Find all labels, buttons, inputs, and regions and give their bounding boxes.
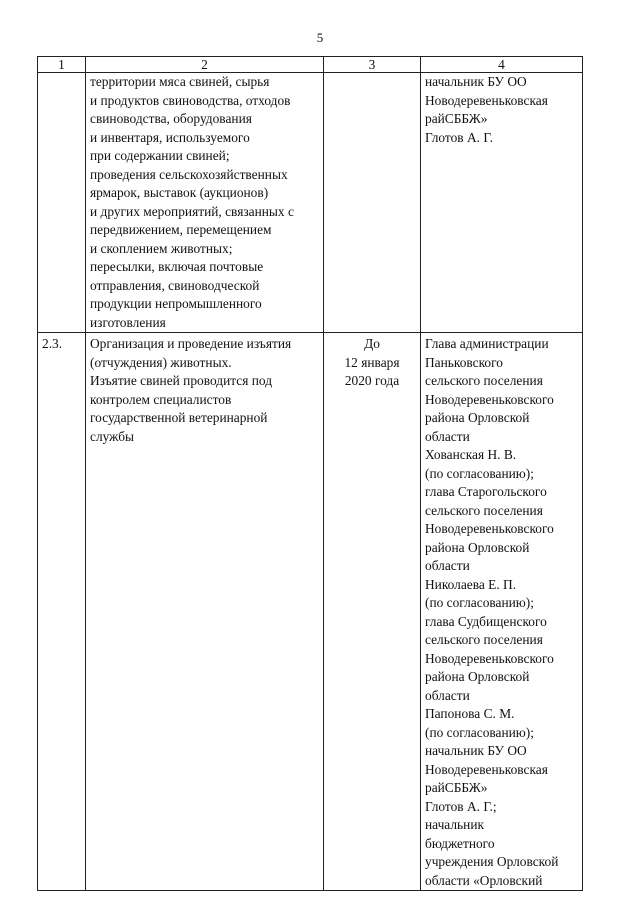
text-line: передвижением, перемещением: [90, 222, 272, 237]
text-line: проведения сельскохозяйственных: [90, 166, 288, 182]
text-line: Организация и проведение изъятия: [90, 336, 292, 351]
text-line: Глава администрации: [425, 336, 549, 351]
text-line: Новодеревеньковская: [425, 92, 548, 108]
text-line: ярмарок, выставок (аукционов): [90, 185, 269, 200]
text-line: службы: [90, 428, 135, 444]
text-line: (отчуждения) животных.: [90, 354, 232, 370]
text-line: района Орловской: [425, 410, 530, 425]
text-line: пересылки, включая почтовые: [90, 259, 264, 274]
text-line: области «Орловский: [425, 872, 543, 888]
deadline-cell: [324, 333, 421, 891]
text-line: района Орловской: [425, 669, 530, 684]
text-line: Новодеревеньковского: [425, 391, 554, 407]
action-cell: [86, 333, 324, 891]
header-row: [38, 57, 583, 73]
text-line: при содержании свиней;: [90, 148, 230, 163]
text-line: учреждения Орловской: [425, 854, 559, 869]
text-line: До: [364, 336, 380, 351]
table-row: [38, 333, 583, 891]
text-line: сельского поселения: [425, 502, 543, 518]
text-line: продукции непромышленного: [90, 296, 262, 311]
text-line: и продуктов свиноводства, отходов: [90, 92, 291, 108]
text-line: Изъятие свиней проводится под: [90, 373, 273, 388]
text-line: государственной ветеринарной: [90, 410, 268, 425]
text-line: начальник БУ ОО: [425, 743, 527, 758]
text-line: изготовления: [90, 314, 166, 330]
text-line: начальник: [425, 817, 484, 832]
text-line: и скоплением животных;: [90, 240, 233, 256]
text-line: (по согласованию);: [425, 595, 534, 610]
text-line: бюджетного: [425, 835, 495, 851]
text-line: глава Судбищенского: [425, 613, 547, 629]
item-number-cell: [38, 73, 86, 333]
text-line: (по согласованию);: [425, 724, 534, 740]
deadline-cell: [324, 73, 421, 333]
header-col-2: 2: [86, 57, 324, 73]
text-line: Паньковского: [425, 354, 503, 370]
text-line: сельского поселения: [425, 632, 543, 647]
text-line: области: [425, 687, 470, 703]
text-line: Николаева Е. П.: [425, 576, 517, 592]
text-line: Новодеревеньковского: [425, 521, 554, 536]
text-line: Папонова С. М.: [425, 706, 515, 721]
header-col-3: 3: [324, 57, 421, 73]
responsible-cell: [421, 333, 583, 891]
text-line: райСББЖ»: [425, 111, 488, 126]
text-line: Новодеревеньковского: [425, 650, 554, 666]
text-line: контролем специалистов: [90, 391, 232, 407]
text-line: территории мяса свиней, сырья: [90, 74, 270, 89]
text-line: отправления, свиноводческой: [90, 277, 260, 293]
text-line: района Орловской: [425, 539, 530, 555]
header-col-1: 1: [38, 57, 86, 73]
text-line: Хованская Н. В.: [425, 447, 517, 462]
responsible-cell: [421, 73, 583, 333]
text-line: области: [425, 558, 470, 573]
text-line: свиноводства, оборудования: [90, 111, 252, 126]
text-line: и других мероприятий, связанных с: [90, 203, 294, 219]
text-line: сельского поселения: [425, 373, 543, 388]
text-line: Глотов А. Г.;: [425, 798, 497, 814]
text-line: области: [425, 428, 470, 444]
text-line: Глотов А. Г.: [425, 129, 493, 145]
text-line: начальник БУ ОО: [425, 74, 527, 89]
header-col-4: 4: [421, 57, 583, 73]
item-number-cell: 2.3.: [38, 333, 86, 891]
text-line: 2020 года: [344, 373, 400, 388]
text-line: 12 января: [344, 354, 400, 370]
measures-table: [37, 56, 583, 891]
text-line: Новодеревеньковская: [425, 761, 548, 777]
action-cell: [86, 73, 324, 333]
table-row: [38, 73, 583, 333]
text-line: и инвентаря, используемого: [90, 129, 250, 145]
text-line: (по согласованию);: [425, 465, 534, 481]
page-number: 5: [316, 30, 324, 45]
text-line: глава Старогольского: [425, 484, 547, 499]
text-line: райСББЖ»: [425, 780, 488, 795]
